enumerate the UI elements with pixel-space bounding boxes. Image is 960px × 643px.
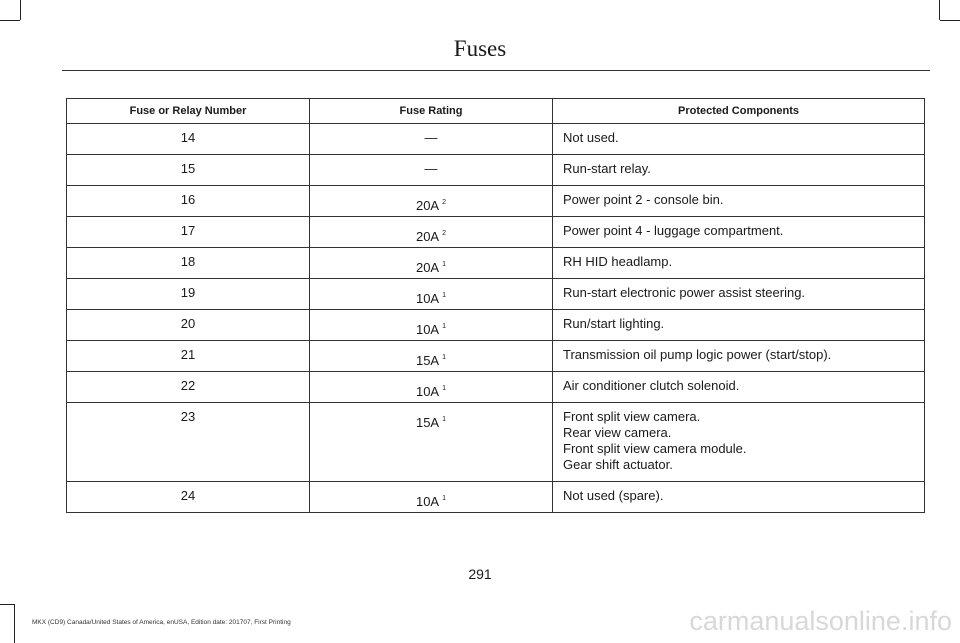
component-line: Power point 4 - luggage compartment. — [563, 223, 784, 238]
component-line: RH HID headlamp. — [563, 254, 673, 269]
protected-components — [553, 372, 925, 403]
table-header-row — [67, 99, 925, 124]
footnote-marker: 1 — [442, 416, 447, 423]
crop-mark-top-left-h — [0, 20, 20, 21]
crop-mark-bottom-left-h — [0, 604, 14, 605]
fuse-rating — [416, 229, 446, 244]
fuse-rating-cell — [310, 403, 553, 482]
fuse-rating-cell — [310, 310, 553, 341]
fuse-rating — [416, 291, 446, 306]
fuse-rating — [425, 161, 438, 176]
component-line: Run-start relay. — [563, 161, 651, 176]
protected-components — [553, 403, 925, 482]
footnote-marker: 1 — [442, 354, 447, 361]
fuse-rating — [416, 322, 446, 337]
fuse-rating-cell — [310, 372, 553, 403]
fuse-rating — [425, 130, 438, 145]
table-row — [67, 124, 925, 155]
table-body — [67, 124, 925, 513]
component-line: Power point 2 - console bin. — [563, 192, 724, 207]
fuse-table — [66, 98, 925, 513]
crop-mark-top-right-h — [940, 20, 960, 21]
fuse-number: 24 — [67, 482, 310, 513]
fuse-number: 23 — [67, 403, 310, 482]
fuse-rating — [416, 198, 446, 213]
component-line: Transmission oil pump logic power (start/stop). — [563, 347, 832, 362]
fuse-rating — [416, 384, 446, 399]
footnote-marker: 1 — [442, 323, 447, 330]
fuse-rating-value: 20A — [415, 229, 440, 244]
footnote-marker: 1 — [442, 261, 447, 268]
fuse-rating — [416, 494, 446, 509]
component-line: Run-start electronic power assist steering. — [563, 285, 806, 300]
fuse-number: 15 — [67, 155, 310, 186]
page-number: 291 — [468, 566, 492, 582]
fuse-rating-value: 10A — [415, 322, 440, 337]
table-row — [67, 248, 925, 279]
table-row — [67, 279, 925, 310]
fuse-rating — [416, 353, 446, 368]
footnote-marker: 1 — [442, 292, 447, 299]
component-line: Not used. — [563, 130, 619, 145]
fuse-rating-cell — [310, 341, 553, 372]
component-line: Air conditioner clutch solenoid. — [563, 378, 740, 393]
fuse-rating-value: — — [424, 130, 438, 145]
column-header-fuse-rating: Fuse Rating — [310, 99, 553, 124]
fuse-rating-value: 20A — [415, 260, 440, 275]
fuse-rating-value: — — [424, 161, 438, 176]
protected-components — [553, 186, 925, 217]
footnote-marker: 2 — [442, 230, 447, 237]
column-header-protected-components: Protected Components — [553, 99, 925, 124]
fuse-number: 20 — [67, 310, 310, 341]
protected-components — [553, 217, 925, 248]
component-line: Not used (spare). — [563, 488, 664, 503]
fuse-rating-value: 15A — [415, 415, 440, 430]
protected-components — [553, 310, 925, 341]
fuse-number: 16 — [67, 186, 310, 217]
fuse-number: 19 — [67, 279, 310, 310]
edition-footer: MKX (CD9) Canada/United States of America, enUSA, Edition date: 201707, First Printing — [32, 619, 291, 626]
table-row — [67, 155, 925, 186]
watermark: carmanualsonline.info — [689, 606, 952, 636]
fuse-rating-cell — [310, 155, 553, 186]
fuse-rating-cell — [310, 482, 553, 513]
component-line: Rear view camera. — [563, 425, 672, 440]
protected-components — [553, 124, 925, 155]
table-row — [67, 482, 925, 513]
protected-components — [553, 155, 925, 186]
protected-components — [553, 279, 925, 310]
table-row — [67, 186, 925, 217]
component-line: Run/start lighting. — [563, 316, 665, 331]
table-row — [67, 403, 925, 482]
table-row — [67, 217, 925, 248]
fuse-number: 21 — [67, 341, 310, 372]
footnote-marker: 1 — [442, 385, 447, 392]
protected-components — [553, 482, 925, 513]
protected-components — [553, 248, 925, 279]
footnote-marker: 1 — [442, 495, 447, 502]
fuse-rating-value: 20A — [415, 198, 440, 213]
fuse-rating-value: 10A — [415, 494, 440, 509]
fuse-rating-cell — [310, 124, 553, 155]
fuse-rating-cell — [310, 248, 553, 279]
footnote-marker: 2 — [442, 199, 447, 206]
crop-mark-bottom-left-v — [14, 604, 15, 643]
crop-mark-top-left-v — [20, 0, 21, 20]
crop-mark-top-right-v — [939, 0, 940, 20]
fuse-number: 22 — [67, 372, 310, 403]
fuse-rating-value: 15A — [415, 353, 440, 368]
component-line: Front split view camera module. — [563, 441, 747, 456]
table-row — [67, 341, 925, 372]
component-line: Gear shift actuator. — [563, 457, 673, 472]
component-line: Front split view camera. — [563, 409, 701, 424]
fuse-rating — [416, 260, 446, 275]
fuse-rating-cell — [310, 279, 553, 310]
fuse-number: 18 — [67, 248, 310, 279]
page-title: Fuses — [453, 36, 507, 61]
table-row — [67, 372, 925, 403]
fuse-rating-value: 10A — [415, 291, 440, 306]
protected-components — [553, 341, 925, 372]
fuse-rating — [416, 415, 446, 430]
fuse-number: 14 — [67, 124, 310, 155]
column-header-fuse-number: Fuse or Relay Number — [67, 99, 310, 124]
title-divider — [62, 70, 930, 71]
fuse-rating-cell — [310, 217, 553, 248]
fuse-number: 17 — [67, 217, 310, 248]
fuse-rating-cell — [310, 186, 553, 217]
table-row — [67, 310, 925, 341]
fuse-rating-value: 10A — [415, 384, 440, 399]
